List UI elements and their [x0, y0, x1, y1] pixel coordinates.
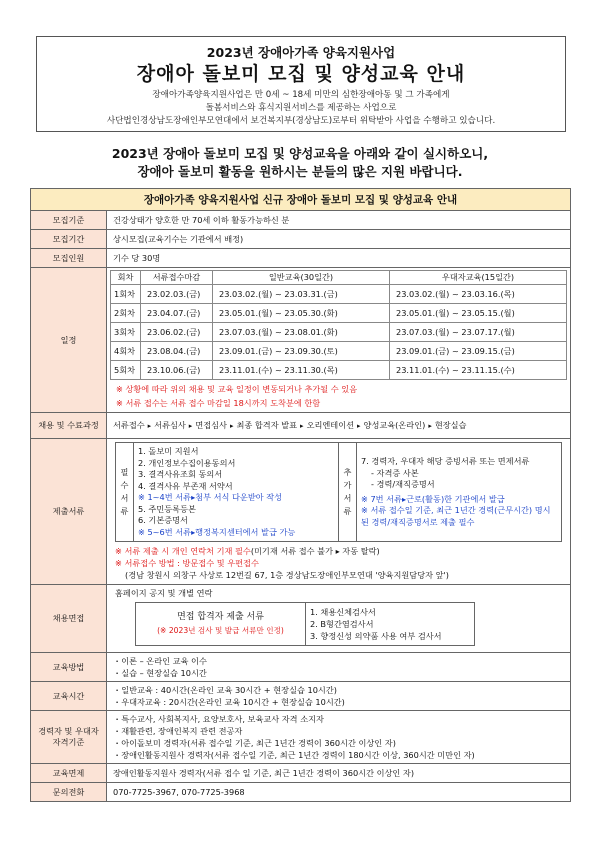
schedule-round: 2회차	[111, 304, 141, 323]
arrow-right-icon: ▸	[147, 422, 152, 430]
schedule-cell: 23.07.03.(월) ~ 23.07.17.(월)	[390, 323, 567, 342]
interview-line: 홈페이지 공지 및 개별 연락	[115, 588, 213, 598]
process-step: 서류심사	[154, 420, 186, 430]
arrow-right-icon: ▸	[428, 422, 432, 430]
schedule-cell: 23.03.02.(월) ~ 23.03.31.(금)	[213, 285, 390, 304]
schedule-note-2: ※ 서류 접수는 서류 접수 마감일 18시까지 도착분에 한함	[116, 398, 321, 408]
required-docs-list	[134, 443, 339, 542]
preferred-cell	[107, 711, 571, 764]
doc-item: 1. 돌보미 지원서	[138, 446, 199, 456]
schedule-round: 3회차	[111, 323, 141, 342]
schedule-header: 회차	[111, 271, 141, 285]
count-label: 모집인원	[31, 249, 107, 268]
schedule-row	[111, 342, 567, 361]
schedule-cell: 23.04.07.(금)	[141, 304, 213, 323]
intro-line-1: 2023년 장애아 돌보미 모집 및 양성교육을 아래와 같이 실시하오니,	[111, 146, 489, 161]
schedule-header: 우대자교육(15일간)	[390, 271, 567, 285]
doc-item: 6. 기본증명서	[138, 515, 188, 525]
preferred-line: ・특수교사, 사회복지사, 요양보호사, 보육교사 자격 소지자	[113, 714, 324, 724]
interview-cell	[107, 585, 571, 653]
process-step: 면접심사	[195, 420, 227, 430]
schedule-cell: 23.06.02.(금)	[141, 323, 213, 342]
header-line: 장애아가족양육지원사업은 만 0세 ~ 18세 미만의 심한장애아동 및 그 가족에게	[152, 90, 450, 100]
side-char: 서	[120, 493, 129, 503]
period-value: 상시모집(교육기수는 기관에서 배정)	[107, 230, 571, 249]
preferred-label: 경력자 및 우대자 자격기준	[31, 711, 107, 764]
method-line: ・이론 – 온라인 교육 이수	[113, 656, 207, 666]
method-cell	[107, 653, 571, 682]
doc-item: 2. 개인정보수집이용동의서	[138, 457, 236, 468]
doc-item: - 경력/재직증명서	[371, 479, 435, 489]
schedule-cell: 23.08.04.(금)	[141, 342, 213, 361]
recruitment-table	[30, 188, 571, 802]
schedule-cell: 23.03.02.(월) ~ 23.03.16.(목)	[390, 285, 567, 304]
interview-docs-list	[306, 603, 475, 646]
interview-doc-item: 3. 향정신성 의약품 사용 여부 검사서	[310, 631, 442, 641]
side-char: 서	[343, 493, 352, 503]
intro-line-2: 장애아 돌보미 활동을 원하시는 분들의 많은 지원 바랍니다.	[137, 164, 463, 179]
schedule-table	[110, 270, 567, 380]
documents-note-2: ※ 서류접수 방법 : 방문접수 및 우편접수	[115, 558, 259, 568]
header-line: 사단법인경상남도장애인부모연대에서 보건복지부(경상남도)로부터 위탁받아 사업을 수행하고 있습니다.	[106, 116, 496, 126]
interview-label: 채용면접	[31, 585, 107, 653]
arrow-right-icon: ▸	[229, 422, 234, 430]
doc-item: 4. 결격사유 부존재 서약서	[138, 480, 233, 491]
schedule-cell: 23.10.06.(금)	[141, 361, 213, 380]
criteria-value: 건강상태가 양호한 만 70세 이하 활동가능하신 분	[107, 211, 571, 230]
exempt-label: 교육면제	[31, 764, 107, 783]
documents-label: 제출서류	[31, 439, 107, 585]
side-char: 수	[120, 480, 129, 490]
doc-note: ※ 서류 접수일 기준, 최근 1년간 경력(근무시간) 명시된 경력/재직증명서로 제출 필수	[361, 505, 551, 527]
process-steps	[107, 413, 571, 439]
schedule-cell: 23.05.01.(월) ~ 23.05.15.(월)	[390, 304, 567, 323]
interview-doc-item: 1. 채용신체검사서	[310, 607, 376, 617]
count-value: 기수 당 30명	[107, 249, 571, 268]
doc-note: ※ 5~6번 서류▸행정복지센터에서 발급 가능	[138, 526, 296, 537]
schedule-cell: 23.05.01.(월) ~ 23.05.30.(화)	[213, 304, 390, 323]
preferred-line: ・재활관련, 장애인복지 관련 전공자	[113, 726, 243, 736]
extra-docs-list	[357, 443, 562, 542]
schedule-header: 서류접수마감	[141, 271, 213, 285]
schedule-cell: 23.07.03.(월) ~ 23.08.01.(화)	[213, 323, 390, 342]
process-step: 현장실습	[434, 420, 467, 430]
schedule-round: 1회차	[111, 285, 141, 304]
hours-label: 교육시간	[31, 682, 107, 711]
doc-note: ※ 7번 서류▸근로(활동)한 기관에서 발급	[361, 493, 505, 504]
phone-value: 070-7725-3967, 070-7725-3968	[107, 783, 571, 802]
side-char: 필	[120, 467, 129, 477]
documents-box	[115, 442, 562, 542]
schedule-label: 일정	[31, 268, 107, 413]
hours-cell	[107, 682, 571, 711]
doc-item: 5. 주민등록등본	[138, 503, 196, 514]
doc-item: 7. 경력자, 우대자 해당 증빙서류 또는 면제서류	[361, 456, 530, 466]
interview-doc-item: 2. B형간염검사서	[310, 619, 374, 629]
table-banner: 장애아가족 양육지원사업 신규 장애아 돌보미 모집 및 양성교육 안내	[31, 189, 571, 211]
exempt-value: 장애인활동지원사 경력자(서류 접수 일 기준, 최근 1년간 경력이 360시간 이상인 자)	[107, 764, 571, 783]
interview-docs-title-cell	[136, 603, 306, 646]
process-step: 최종 합격자 발표	[236, 420, 298, 430]
schedule-row	[111, 285, 567, 304]
arrow-right-icon: ▸	[188, 422, 193, 430]
schedule-round: 4회차	[111, 342, 141, 361]
side-char: 가	[343, 480, 352, 490]
process-label: 채용 및 수료과정	[31, 413, 107, 439]
preferred-line: ・장애인활동지원사 경력자(서류 접수일 기준, 최근 1년간 경력이 180시간 이상, 360시간 미만인 자)	[113, 750, 475, 760]
process-step: 양성교육(온라인)	[363, 420, 426, 430]
method-line: ・실습 – 현장실습 10시간	[113, 668, 207, 678]
schedule-row	[111, 361, 567, 380]
hours-line: ・우대자교육 : 20시간(온라인 교육 10시간 + 현장실습 10시간)	[113, 697, 345, 707]
documents-cell	[107, 439, 571, 585]
arrow-right-icon: ▸	[300, 422, 304, 430]
interview-docs-title: 면접 합격자 제출 서류	[177, 612, 264, 622]
schedule-cell	[107, 268, 571, 413]
period-label: 모집기간	[31, 230, 107, 249]
schedule-row	[111, 323, 567, 342]
interview-docs-box	[135, 602, 475, 646]
header-box	[36, 36, 566, 132]
side-char: 류	[120, 506, 129, 516]
side-char: 추	[343, 467, 352, 477]
extra-docs-side	[339, 443, 357, 542]
header-description	[37, 89, 565, 128]
contact-required-detail: (미기재 서류 접수 불가 ▸ 자동 탈락)	[250, 546, 380, 556]
criteria-label: 모집기준	[31, 211, 107, 230]
phone-label: 문의전화	[31, 783, 107, 802]
process-step: 오리엔테이션	[306, 420, 355, 430]
schedule-cell: 23.11.01.(수) ~ 23.11.30.(목)	[213, 361, 390, 380]
schedule-cell: 23.09.01.(금) ~ 23.09.30.(토)	[213, 342, 390, 361]
schedule-rows	[111, 285, 567, 380]
header-org: 2023년 장애아가족 양육지원사업	[206, 45, 396, 60]
documents-note-1	[115, 545, 562, 557]
contact-required-note: ※ 서류 제출 시 개인 연락처 기재 필수	[115, 546, 251, 556]
documents-address: (경남 창원시 의창구 사상로 12번길 67, 1층 경상남도장애인부모연대 '양육지원담당자 앞')	[125, 570, 449, 580]
doc-item: - 자격증 사본	[371, 467, 419, 478]
hours-line: ・일반교육 : 40시간(온라인 교육 30시간 + 현장실습 10시간)	[113, 685, 337, 695]
process-step: 서류접수	[113, 420, 145, 430]
schedule-cell: 23.11.01.(수) ~ 23.11.15.(수)	[390, 361, 567, 380]
schedule-cell: 23.02.03.(금)	[141, 285, 213, 304]
schedule-round: 5회차	[111, 361, 141, 380]
doc-item: 3. 결격사유조회 동의서	[138, 469, 223, 479]
required-docs-side	[116, 443, 134, 542]
schedule-note-1: ※ 상황에 따라 위의 채용 및 교육 일정이 변동되거나 추가될 수 있음	[116, 384, 358, 394]
interview-docs-note: (※ 2023년 검사 및 발급 서류만 인정)	[157, 626, 284, 635]
page-title: 장애아 돌보미 모집 및 양성교육 안내	[136, 63, 466, 85]
side-char: 류	[343, 506, 352, 516]
schedule-header: 일반교육(30일간)	[213, 271, 390, 285]
doc-note: ※ 1~4번 서류▸첨부 서식 다운받아 작성	[138, 492, 283, 502]
preferred-line: ・아이돌보미 경력자(서류 접수일 기준, 최근 1년간 경력이 360시간 이상인 자)	[113, 738, 396, 748]
arrow-right-icon: ▸	[357, 422, 361, 430]
schedule-cell: 23.09.01.(금) ~ 23.09.15.(금)	[390, 342, 567, 361]
schedule-row	[111, 304, 567, 323]
documents-notes	[115, 545, 562, 581]
header-line: 돌봄서비스와 휴식지원서비스를 제공하는 사업으로	[205, 103, 397, 113]
method-label: 교육방법	[31, 653, 107, 682]
